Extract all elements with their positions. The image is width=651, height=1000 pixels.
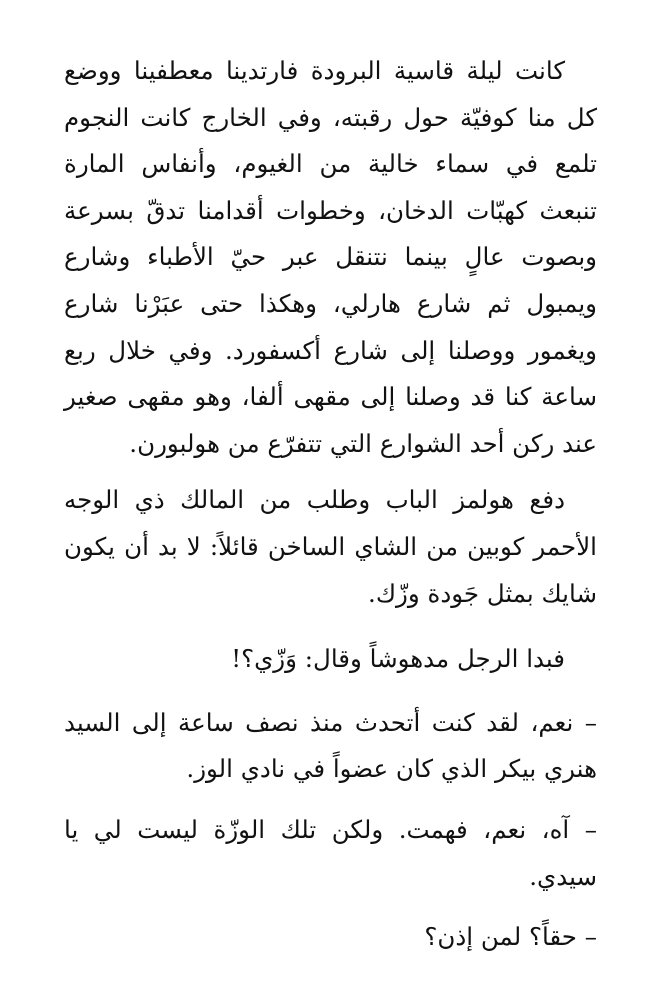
narrative-paragraph: كانت ليلة قاسية البرودة فارتدينا معطفينا ووضع كل منا كوفيّة حول رقبته، وفي الخارج كانت النجوم تلمع في سماء خالية من الغيوم، وأنفاس المارة تنبعث كهبّات الدخان، وخطوات أقدامنا تدقّ بسرعة وبصوت عالٍ بينما نتنقل عبر حيّ الأطباء وشارع ويمبول ثم شارع هارلي، وهكذا حتى عبَرْنا شارع ويغمور ووصلنا إلى شارع أكسفورد. وفي خلال ربع ساعة كنا قد وصلنا إلى مقهى ألفا، وهو مقهى صغير عند ركن أحد الشوارع التي تتفرّع من هولبورن. xyxy=(64,56,597,458)
book-page-text xyxy=(64,48,597,961)
dialogue-line: – آه، نعم، فهمت. ولكن تلك الوزّة ليست لي يا سيدي. xyxy=(64,814,597,891)
dialogue-line: – حقاً؟ لمن إذن؟ xyxy=(424,922,597,952)
narrative-paragraph: دفع هولمز الباب وطلب من المالك ذي الوجه الأحمر كوبين من الشاي الساخن قائلاً: لا بد أن يكون شايك بمثل جَودة وزّك. xyxy=(64,485,597,608)
narrative-paragraph: فبدا الرجل مدهوشاً وقال: وَزّي؟! xyxy=(231,644,565,674)
dialogue-line: – نعم، لقد كنت أتحدث منذ نصف ساعة إلى السيد هنري بيكر الذي كان عضواً في نادي الوز. xyxy=(64,707,597,784)
